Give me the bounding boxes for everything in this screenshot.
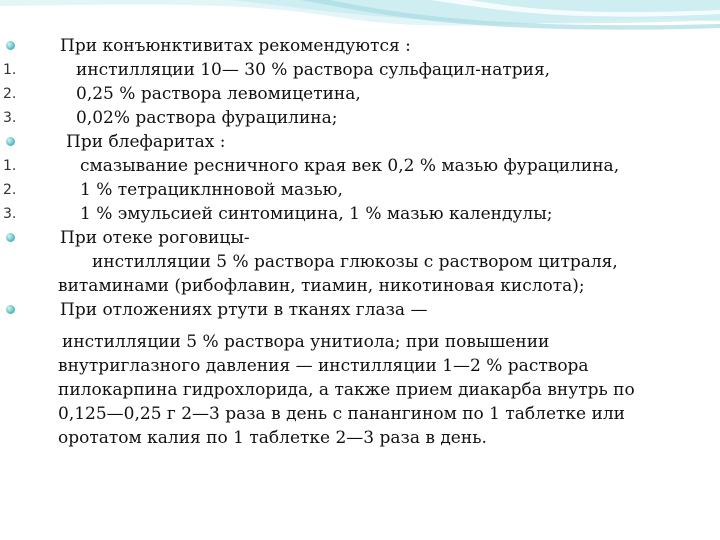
paragraph-line: инстилляции 5 % раствора унитиола; при повышении [62,332,550,352]
list-item [0,58,720,82]
list-number: 2. [3,182,17,198]
list-number: 3. [3,110,17,126]
list-item-text: При блефаритах : [66,132,226,152]
paragraph-line: 0,125—0,25 г 2—3 раза в день с панангином по 1 таблетке или [58,404,625,424]
list-item [0,82,720,106]
list-item-text: смазывание ресничного края век 0,2 % мазью фурацилина, [80,156,620,176]
list-number: 1. [3,158,17,174]
list-item [0,298,720,322]
paragraph-line: пилокарпина гидрохлорида, а также прием диакарба внутрь по [58,380,635,400]
list-item-text: 0,02% раствора фурацилина; [76,108,338,128]
bullet-icon [6,233,15,242]
slide-content [0,34,720,450]
list-item-text: При отложениях ртути в тканях глаза — [60,300,428,320]
list-item-text: При отеке роговицы- [60,228,250,248]
list-item [0,226,720,250]
paragraph-line: инстилляции 5 % раствора глюкозы с раствором цитраля, [92,252,618,272]
list-item [0,130,720,154]
bullet-icon [6,305,15,314]
list-item [0,34,720,58]
bullet-icon [6,41,15,50]
list-number: 3. [3,206,17,222]
list-number: 1. [3,62,17,78]
list-item-text: При конъюнктивитах рекомендуются : [60,36,411,56]
list-item [0,106,720,130]
list-item-text: 0,25 % раствора левомицетина, [76,84,361,104]
list-item-text: инстилляции 10— 30 % раствора сульфацил-натрия, [76,60,551,80]
list-number: 2. [3,86,17,102]
mercury-detail-paragraph [0,330,720,450]
list-item [0,154,720,178]
list-item-text: 1 % эмульсией синтомицина, 1 % мазью календулы; [80,204,553,224]
paragraph-line: оротатом калия по 1 таблетке 2—3 раза в день. [58,428,487,448]
list-item [0,202,720,226]
bullet-icon [6,137,15,146]
list-item-text: 1 % тетрациклнновой мазью, [80,180,343,200]
paragraph-line: внутриглазного давления — инстилляции 1—2 % раствора [58,356,589,376]
list-item [0,178,720,202]
edema-detail-paragraph [0,250,720,298]
paragraph-line: витаминами (рибофлавин, тиамин, никотиновая кислота); [58,276,585,296]
